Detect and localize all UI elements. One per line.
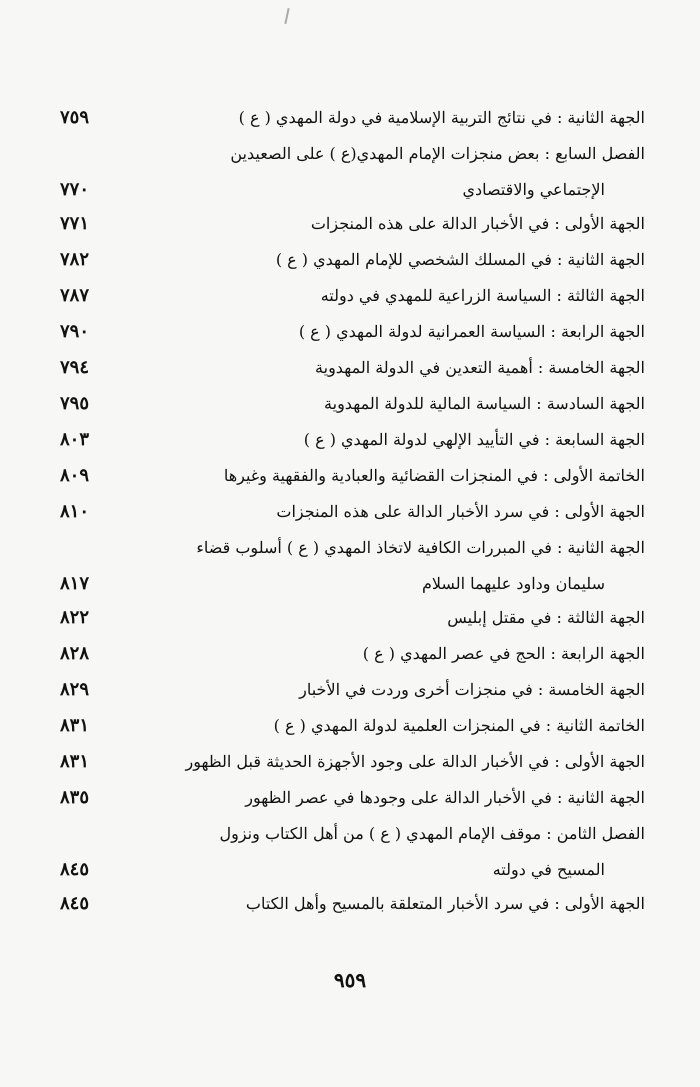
entry-title: الجهة الرابعة : السياسة العمرانية لدولة المهدي ( ع ) [298, 322, 645, 341]
toc-entry [60, 140, 645, 204]
toc-entry [60, 890, 645, 918]
table-of-contents [60, 104, 645, 926]
entry-title: الجهة الرابعة : الحج في عصر المهدي ( ع ) [362, 644, 645, 663]
entry-title: الجهة السابعة : في التأييد الإلهي لدولة المهدي ( ع ) [303, 430, 645, 449]
entry-title: الجهة الخامسة : في منجزات أخرى وردت في الأخبار [299, 680, 645, 699]
entry-page: ٨٤٥ [60, 893, 90, 914]
entry-page: ٨٤٥ [60, 859, 90, 880]
entry-page: ٨١٧ [60, 573, 90, 594]
entry-page: ٧٥٩ [60, 107, 90, 128]
entry-page: ٨٣١ [60, 715, 90, 736]
entry-title: الجهة الأولى : في سرد الأخبار المتعلقة بالمسيح وأهل الكتاب [245, 894, 645, 913]
entry-title: الجهة الثانية : في نتائج التربية الإسلامية في دولة المهدي ( ع ) [238, 108, 645, 127]
entry-page: ٨٠٩ [60, 465, 90, 486]
entry-page: ٧٧٠ [60, 179, 90, 200]
margin-mark [284, 8, 289, 24]
entry-title: الجهة الثانية : في الأخبار الدالة على وجودها في عصر الظهور [245, 788, 645, 807]
toc-entry [60, 640, 645, 668]
toc-entry [60, 210, 645, 238]
entry-title: الجهة الأولى : في الأخبار الدالة على وجود الأجهزة الحديثة قبل الظهور [185, 752, 645, 771]
toc-entry [60, 282, 645, 310]
entry-page: ٧٩٤ [60, 357, 90, 378]
toc-entry [60, 390, 645, 418]
entry-title: الجهة الثالثة : في مقتل إبليس [447, 608, 645, 627]
entry-page: ٧٨٢ [60, 249, 90, 270]
toc-entry [60, 426, 645, 454]
entry-continuation: المسيح في دولته [492, 860, 605, 879]
entry-title: الجهة الخامسة : أهمية التعدين في الدولة المهدوية [315, 358, 645, 377]
entry-title: الفصل الثامن : موقف الإمام المهدي ( ع ) من أهل الكتاب ونزول [219, 824, 645, 843]
entry-title: الجهة الثانية : في المبررات الكافية لاتخاذ المهدي ( ع ) أسلوب قضاء [196, 538, 645, 557]
entry-title: الجهة الأولى : في سرد الأخبار الدالة على هذه المنجزات [276, 502, 645, 521]
entry-title: الجهة الثانية : في المسلك الشخصي للإمام المهدي ( ع ) [275, 250, 645, 269]
toc-entry [60, 318, 645, 346]
entry-page: ٨٣١ [60, 751, 90, 772]
toc-entry [60, 604, 645, 632]
toc-entry [60, 498, 645, 526]
entry-title: الجهة السادسة : السياسة المالية للدولة المهدوية [324, 394, 645, 413]
entry-page: ٨٣٥ [60, 787, 90, 808]
entry-title: الجهة الثالثة : السياسة الزراعية للمهدي في دولته [320, 286, 645, 305]
toc-entry [60, 246, 645, 274]
entry-title: الجهة الأولى : في الأخبار الدالة على هذه المنجزات [310, 214, 645, 233]
entry-title: الخاتمة الثانية : في المنجزات العلمية لدولة المهدي ( ع ) [273, 716, 645, 735]
toc-entry [60, 784, 645, 812]
entry-page: ٧٧١ [60, 213, 90, 234]
toc-entry [60, 104, 645, 132]
toc-entry [60, 354, 645, 382]
entry-page: ٧٩٠ [60, 321, 90, 342]
toc-entry [60, 712, 645, 740]
entry-continuation: الإجتماعي والاقتصادي [462, 180, 605, 199]
toc-entry [60, 534, 645, 598]
toc-entry [60, 820, 645, 884]
entry-page: ٨٠٣ [60, 429, 90, 450]
entry-page: ٨٢٨ [60, 643, 90, 664]
entry-page: ٧٩٥ [60, 393, 90, 414]
entry-title: الفصل السابع : بعض منجزات الإمام المهدي(ع ) على الصعيدين [230, 144, 645, 163]
page-number: ٩٥٩ [333, 968, 367, 992]
entry-page: ٨٢٢ [60, 607, 90, 628]
toc-entry [60, 676, 645, 704]
entry-continuation: سليمان وداود عليهما السلام [421, 574, 605, 593]
entry-page: ٧٨٧ [60, 285, 90, 306]
toc-entry [60, 748, 645, 776]
toc-entry [60, 462, 645, 490]
entry-title: الخاتمة الأولى : في المنجزات القضائية والعبادية والفقهية وغيرها [223, 466, 645, 485]
entry-page: ٨٢٩ [60, 679, 90, 700]
entry-page: ٨١٠ [60, 501, 90, 522]
